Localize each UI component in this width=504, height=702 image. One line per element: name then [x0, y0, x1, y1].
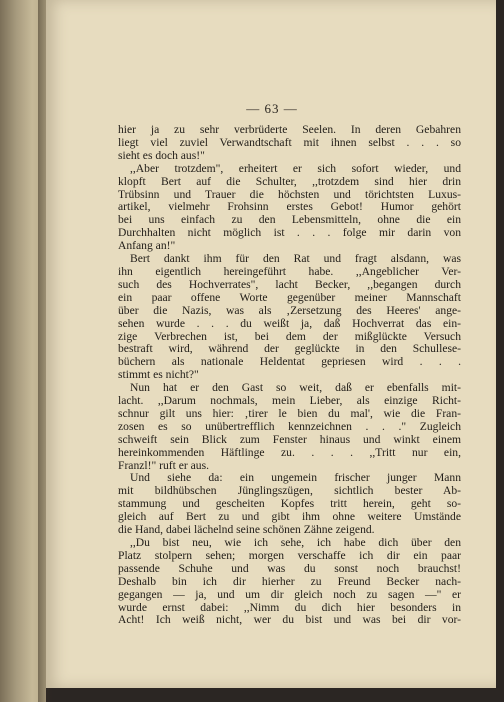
text-line: hier ja zu sehr verbrüderte Seelen. In deren Gebahren [118, 124, 461, 136]
text-line: Franzl!" ruft er aus. [118, 459, 210, 472]
text-line: stimmt es nicht?" [118, 369, 199, 382]
text-line: Deshalb bin ich dir hierher zu Freund Becker nach- [118, 575, 461, 588]
text-line: gegangen — ja, und um dir gleich noch zu sagen —" er [118, 588, 461, 601]
text-line: zosen es so unübertrefflich kennzeichnen . . ." Zugleich [118, 420, 461, 433]
text-line: büchern als nationale Heldentat gepriesen wird . . . [118, 356, 461, 369]
text-line: mit bildhübschen Jünglingszügen, sichtlich bester Ab- [118, 485, 461, 498]
page-number: — 63 — [246, 101, 298, 116]
text-line: sieht es doch aus!" [118, 149, 205, 162]
text-line: ,,Du bist neu, wie ich sehe, ich habe dich über den [130, 537, 461, 549]
text-line: Anfang an!" [118, 240, 176, 253]
text-line: wurde ernst dabei: ,,Nimm du dich hier besonders in [118, 601, 461, 614]
text-line: gleich auf Bert zu und gibt ihm ohne weitere Umstände [118, 511, 461, 524]
text-line: Trübsinn und Trauer die höchsten und törichtsten Luxus- [118, 188, 461, 201]
text-line: Und siehe da: ein ungemein frischer junger Mann [130, 472, 461, 485]
text-line: stammung und gescheiten Kopfes tritt herein, geht so- [118, 498, 461, 511]
text-line: schweift sein Blick zum Fenster hinaus und winkt einem [118, 433, 461, 446]
text-line: ,,Aber trotzdem", erheitert er sich sofort wieder, und [130, 162, 461, 175]
text-line: ein paar offene Worte gegenüber meiner Mannschaft [118, 291, 461, 304]
book-page [46, 0, 498, 688]
text-line: Bert dankt ihm für den Rat und fragt alsdann, was [130, 253, 461, 266]
page-edge [496, 0, 504, 702]
text-line: bestraft wird, während der geglückte in den Schullese- [118, 343, 461, 356]
text-line: über die Nazis, was als ‚Zersetzung des Heeres' ange- [118, 304, 461, 317]
text-line: hereinkommenden Häftlinge zu. . . . ,,Tritt nur ein, [118, 446, 461, 459]
text-line: zige Verbrechen ist, bei dem der mißglückte Versuch [118, 330, 461, 343]
text-line: Platz stolpern sehen; morgen verschaffe ich dir ein paar [118, 549, 461, 562]
text-line: Acht! Ich weiß nicht, wer du bist und was bei dir vor- [118, 614, 461, 627]
body-text [118, 124, 461, 627]
text-line: sehen wurde . . . du weißt ja, daß Hochverrat das ein- [118, 317, 461, 330]
text-line: such des Hochverrates", lacht Becker, ,,begangen durch [118, 278, 461, 291]
text-line: bei uns einfach zu den Lebensmitteln, ohne die ein [118, 214, 461, 227]
text-line: klopft Bert auf die Schulter, ,,trotzdem sind hier drin [118, 175, 461, 188]
text-line: schnur gilt uns hier: ‚tirer le bien du mal', wie die Fran- [118, 407, 461, 420]
text-line: artikel, vielmehr Frohsinn erstes Gebot! Humor gehört [118, 201, 461, 214]
text-line: Durchhalten nicht möglich ist . . . folge mir darin von [118, 227, 461, 240]
text-line: die Hand, dabei lächelnd seine schönen Zähne zeigend. [118, 524, 375, 537]
text-line: liegt viel zuviel Verwandtschaft mit ihnen selbst . . . so [118, 136, 461, 149]
text-line: Nun hat er den Gast so weit, daß er ebenfalls mit- [130, 382, 461, 395]
text-line: lacht. ,,Darum nochmals, mein Lieber, als einzige Richt- [118, 395, 461, 408]
text-line: ihn eigentlich hereingeführt habe. ,,Angeblicher Ver- [118, 265, 461, 278]
text-line: passende Schuhe und was du sonst noch brauchst! [118, 562, 461, 575]
